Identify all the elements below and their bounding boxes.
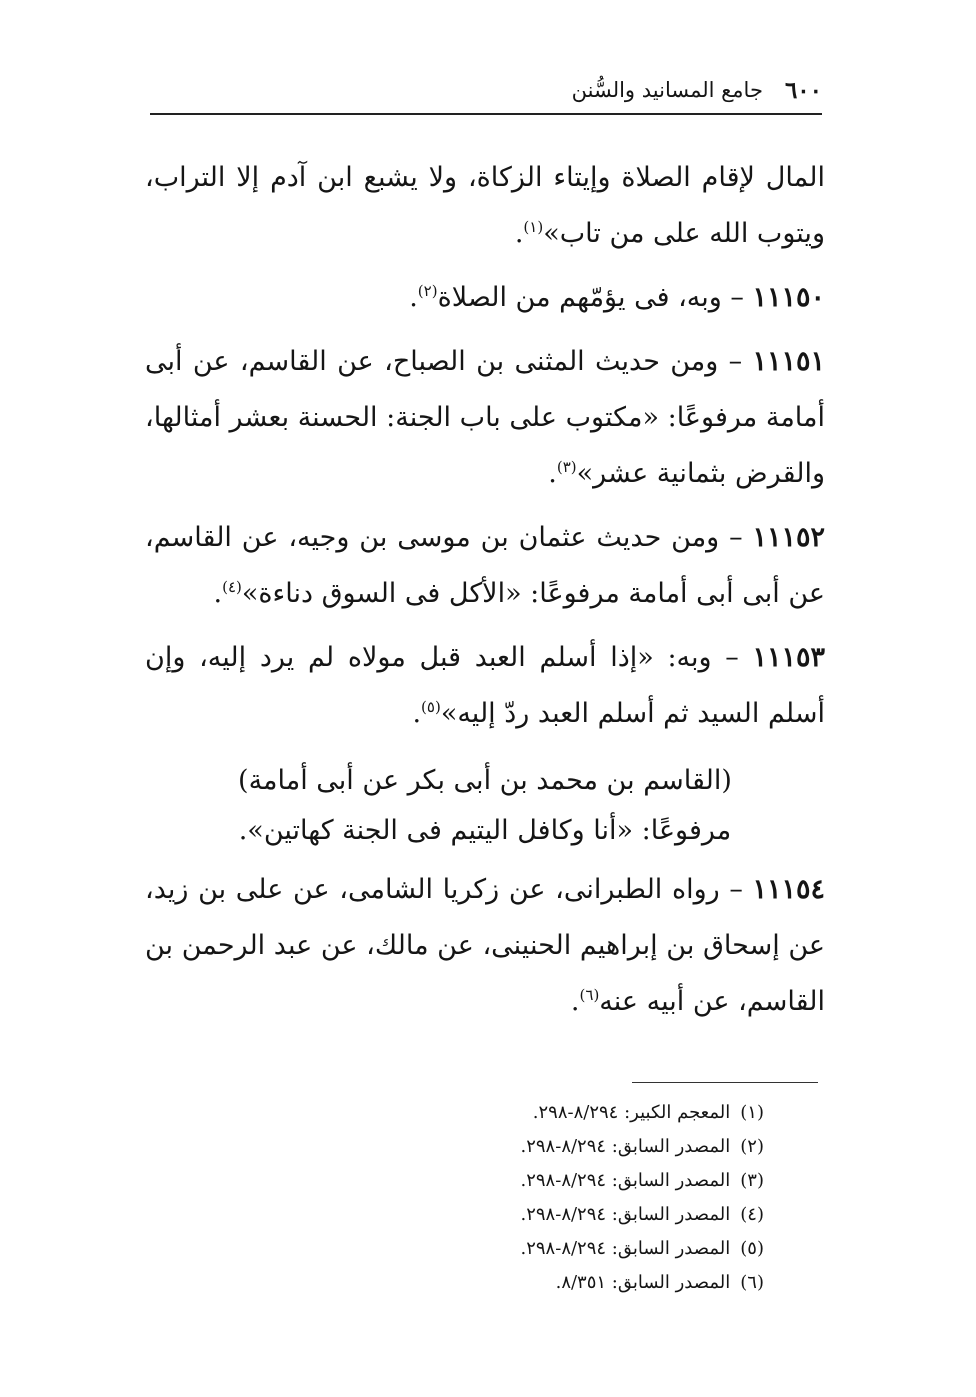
running-header: [150, 70, 822, 110]
footnote-text: المصدر السابق: ٨/٢٩٤-٢٩٨.: [520, 1204, 731, 1225]
section-title: (القاسم بن محمد بن أبى بكر عن أبى أمامة): [238, 765, 732, 796]
footnote: [344, 1096, 764, 1130]
footnote-ref: (٣): [556, 458, 577, 476]
footnote: [344, 1266, 764, 1300]
book-title: جامع المسانيد والسُّنن: [571, 78, 763, 102]
paragraph: [145, 270, 825, 326]
paragraph-text: المال لإقام الصلاة وإيتاء الزكاة، ولا يشبع ابن آدم إلا التراب، ويتوب الله على من تاب»: [145, 162, 825, 249]
paragraph-text: – وبه، فى يؤمّهم من الصلاة: [437, 282, 753, 313]
hadith-number: ١١١٥٠: [752, 282, 825, 313]
page-number: ٦٠٠: [784, 76, 822, 104]
footnote-ref: (١): [523, 218, 544, 236]
footnote-text: المصدر السابق: ٨/٢٩٤-٢٩٨.: [520, 1136, 731, 1157]
footnote-number: (١): [740, 1102, 764, 1123]
paragraph: [145, 630, 825, 742]
footnote-text: المصدر السابق: ٨/٣٥١.: [555, 1272, 731, 1293]
paragraph: [145, 862, 825, 1030]
paragraph-end: .: [570, 986, 580, 1017]
footnote: [344, 1198, 764, 1232]
paragraph-end: .: [412, 698, 422, 729]
paragraph-end: .: [514, 218, 524, 249]
paragraph-end: .: [409, 282, 418, 313]
footnote-number: (٢): [740, 1136, 764, 1157]
header-divider: [150, 113, 822, 115]
paragraph-text: – ومن حديث المثنى بن الصباح، عن القاسم، عن أبى أمامة مرفوعًا: «مكتوب على باب الجنة: الحسنة بعشر أمثالها، والقرض بثمانية عشر»: [145, 346, 825, 489]
paragraph: [145, 334, 825, 502]
footnote-ref: (٤): [222, 578, 242, 596]
footnote-number: (٣): [740, 1170, 764, 1191]
footnote-number: (٤): [740, 1204, 764, 1225]
paragraph: [145, 510, 825, 622]
section-heading: [145, 756, 825, 856]
hadith-number: ١١١٥٣: [752, 642, 825, 673]
footnote: [344, 1232, 764, 1266]
footnote-text: المعجم الكبير: ٨/٢٩٤-٢٩٨.: [532, 1102, 731, 1123]
hadith-number: ١١١٥٤: [752, 874, 825, 905]
hadith-number: ١١١٥١: [752, 346, 825, 377]
paragraph: [145, 150, 825, 262]
footnotes: [344, 1096, 764, 1300]
main-text: [145, 150, 825, 1038]
paragraph-end: .: [548, 458, 557, 489]
footnote-text: المصدر السابق: ٨/٢٩٤-٢٩٨.: [520, 1238, 731, 1259]
footnote-ref: (٢): [417, 282, 438, 300]
footnote-divider: [632, 1082, 818, 1083]
paragraph-text: – رواه الطبرانى، عن زكريا الشامى، عن على بن زيد، عن إسحاق بن إبراهيم الحنينى، عن مالك، عن عبد الرحمن بن القاسم، عن أبيه عنه: [145, 874, 825, 1017]
paragraph-text: – ومن حديث عثمان بن موسى بن وجيه، عن القاسم، عن أبى أبى أمامة مرفوعًا: «الأكل فى السوق دناءة»: [145, 522, 825, 609]
footnote-number: (٦): [740, 1272, 764, 1293]
paragraph-end: .: [213, 578, 223, 609]
footnote-ref: (٥): [421, 698, 441, 716]
section-subtitle: مرفوعًا: «أنا وكافل اليتيم فى الجنة كهاتين».: [238, 815, 732, 846]
footnote-text: المصدر السابق: ٨/٢٩٤-٢٩٨.: [520, 1170, 731, 1191]
paragraph-text: – وبه: «إذا أسلم العبد قبل مولاه لم يرد إليه، وإن أسلم السيد ثم أسلم العبد ردّ إليه»: [145, 642, 825, 729]
footnote: [344, 1130, 764, 1164]
footnote-ref: (٦): [579, 986, 600, 1004]
footnote-number: (٥): [740, 1238, 764, 1259]
hadith-number: ١١١٥٢: [752, 522, 825, 553]
footnote: [344, 1164, 764, 1198]
